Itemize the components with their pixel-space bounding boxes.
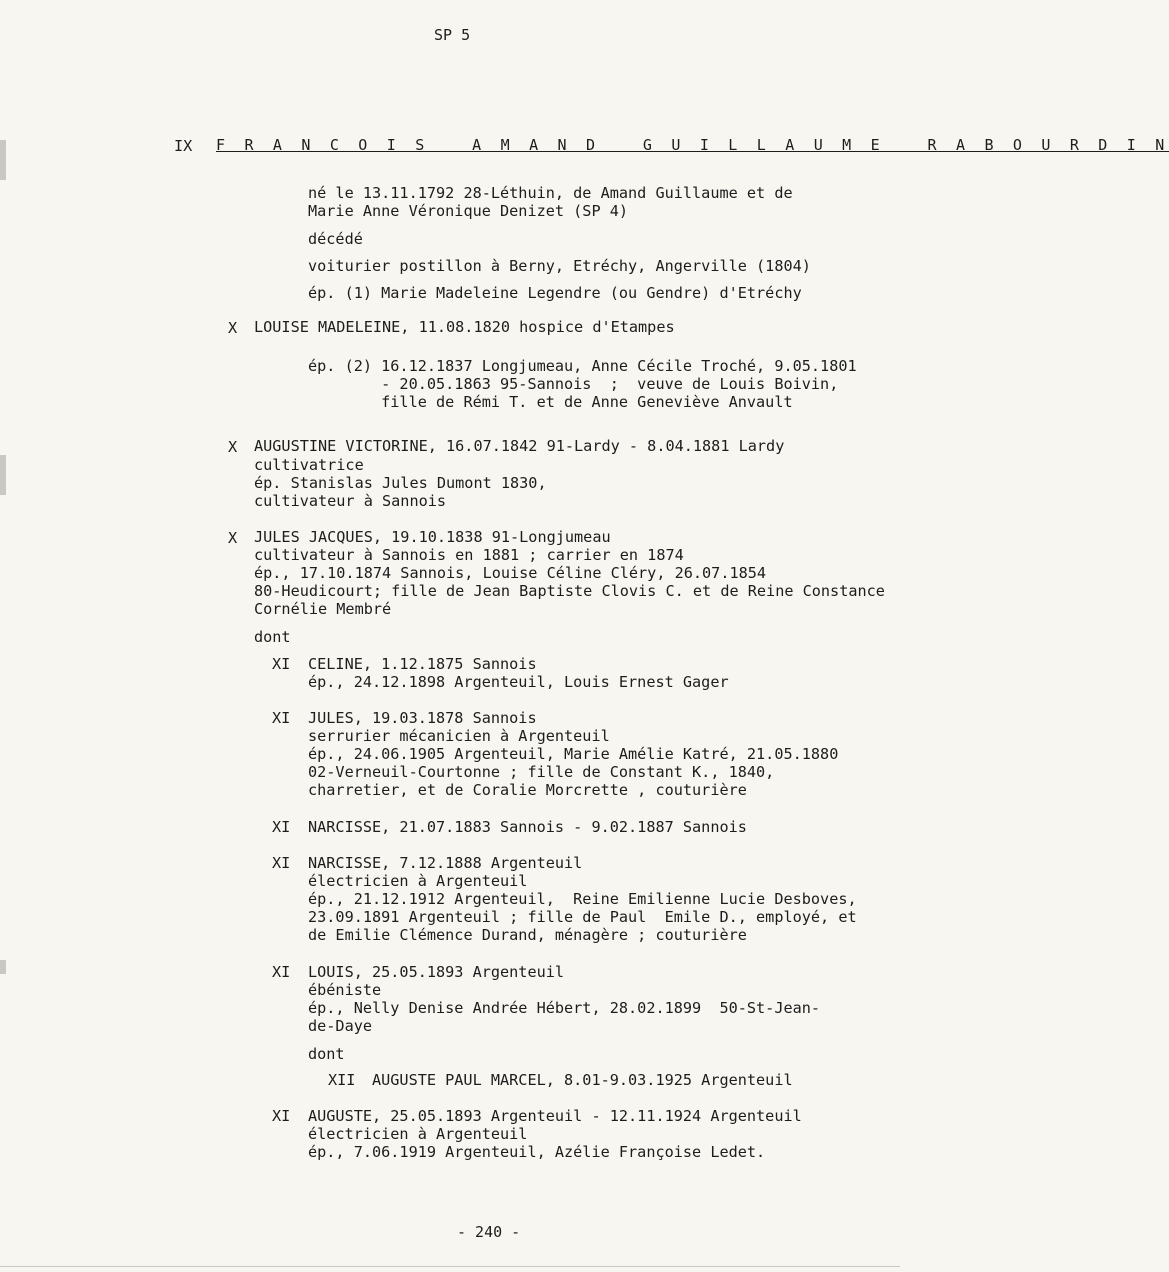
death-line: décédé — [308, 230, 363, 248]
marriage-line: fille de Rémi T. et de Anne Geneviève Anvault — [308, 393, 793, 411]
grandchild-entry: électricien à Argenteuil — [308, 872, 528, 890]
grandchild-entry: LOUIS, 25.05.1893 Argenteuil — [308, 963, 565, 981]
occupation-line: voiturier postillon à Berny, Etréchy, Angerville (1804) — [308, 257, 811, 275]
marriage-line: ép. (2) 16.12.1837 Longjumeau, Anne Cécile Troché, 9.05.1801 — [308, 357, 857, 375]
generation-label: X — [228, 319, 238, 337]
grandchild-entry: ép., 24.06.1905 Argenteuil, Marie Amélie Katré, 21.05.1880 — [308, 745, 839, 763]
page-code: SP 5 — [434, 26, 471, 44]
page-edge — [0, 1266, 900, 1267]
child-entry: AUGUSTINE VICTORINE, 16.07.1842 91-Lardy - 8.04.1881 Lardy — [254, 437, 785, 455]
child-entry: JULES JACQUES, 19.10.1838 91-Longjumeau — [254, 528, 611, 546]
grandchild-entry: NARCISSE, 21.07.1883 Sannois - 9.02.1887 Sannois — [308, 818, 747, 836]
child-entry: ép., 17.10.1874 Sannois, Louise Céline Cléry, 26.07.1854 — [254, 564, 767, 582]
child-entry: LOUISE MADELEINE, 11.08.1820 hospice d'Etampes — [254, 318, 675, 336]
grandchild-entry: JULES, 19.03.1878 Sannois — [308, 709, 537, 727]
grandchild-entry: 23.09.1891 Argenteuil ; fille de Paul Emile D., employé, et — [308, 908, 857, 926]
scan-mark — [0, 455, 6, 495]
generation-label: IX — [174, 137, 193, 155]
great-grandchild-entry: AUGUSTE PAUL MARCEL, 8.01-9.03.1925 Argenteuil — [372, 1071, 793, 1089]
grandchild-entry: ép., 7.06.1919 Argenteuil, Azélie Françoise Ledet. — [308, 1143, 766, 1161]
child-entry: ép. Stanislas Jules Dumont 1830, — [254, 474, 547, 492]
generation-label: XI — [272, 655, 291, 673]
grandchild-entry: NARCISSE, 7.12.1888 Argenteuil — [308, 854, 583, 872]
scan-mark — [0, 140, 6, 180]
child-entry: Cornélie Membré — [254, 600, 392, 618]
grandchild-entry: électricien à Argenteuil — [308, 1125, 528, 1143]
scan-mark — [0, 960, 6, 974]
grandchild-entry: ép., 24.12.1898 Argenteuil, Louis Ernest Gager — [308, 673, 729, 691]
child-entry: 80-Heudicourt; fille de Jean Baptiste Clovis C. et de Reine Constance — [254, 582, 885, 600]
generation-label: XI — [272, 854, 291, 872]
grandchild-entry: ébéniste — [308, 981, 382, 999]
grandchild-entry: de Emilie Clémence Durand, ménagère ; couturière — [308, 926, 747, 944]
generation-label: XI — [272, 963, 291, 981]
grandchild-entry: 02-Verneuil-Courtonne ; fille de Constant K., 1840, — [308, 763, 775, 781]
generation-label: XI — [272, 818, 291, 836]
child-entry: cultivateur à Sannois en 1881 ; carrier en 1874 — [254, 546, 684, 564]
child-entry: cultivatrice — [254, 456, 364, 474]
grandchild-entry: de-Daye — [308, 1017, 373, 1035]
page-number: - 240 - — [457, 1223, 521, 1241]
birth-line: né le 13.11.1792 28-Léthuin, de Amand Guillaume et de — [308, 184, 793, 202]
birth-line: Marie Anne Véronique Denizet (SP 4) — [308, 202, 629, 220]
marriage-line: - 20.05.1863 95-Sannois ; veuve de Louis Boivin, — [308, 375, 839, 393]
generation-label: X — [228, 438, 238, 456]
generation-label: XI — [272, 709, 291, 727]
dont-label: dont — [254, 628, 291, 646]
generation-label: X — [228, 529, 238, 547]
grandchild-entry: charretier, et de Coralie Morcrette , couturière — [308, 781, 747, 799]
dont-label: dont — [308, 1045, 345, 1063]
generation-label: XII — [328, 1071, 356, 1089]
grandchild-entry: ép., 21.12.1912 Argenteuil, Reine Emilienne Lucie Desboves, — [308, 890, 857, 908]
grandchild-entry: CELINE, 1.12.1875 Sannois — [308, 655, 537, 673]
child-entry: cultivateur à Sannois — [254, 492, 447, 510]
person-name: F R A N C O I S A M A N D G U I L L A U M E R A B O U R D I N — [216, 136, 1169, 154]
grandchild-entry: AUGUSTE, 25.05.1893 Argenteuil - 12.11.1924 Argenteuil — [308, 1107, 802, 1125]
grandchild-entry: serrurier mécanicien à Argenteuil — [308, 727, 610, 745]
generation-label: XI — [272, 1107, 291, 1125]
marriage-line: ép. (1) Marie Madeleine Legendre (ou Gendre) d'Etréchy — [308, 284, 802, 302]
grandchild-entry: ép., Nelly Denise Andrée Hébert, 28.02.1899 50-St-Jean- — [308, 999, 821, 1017]
